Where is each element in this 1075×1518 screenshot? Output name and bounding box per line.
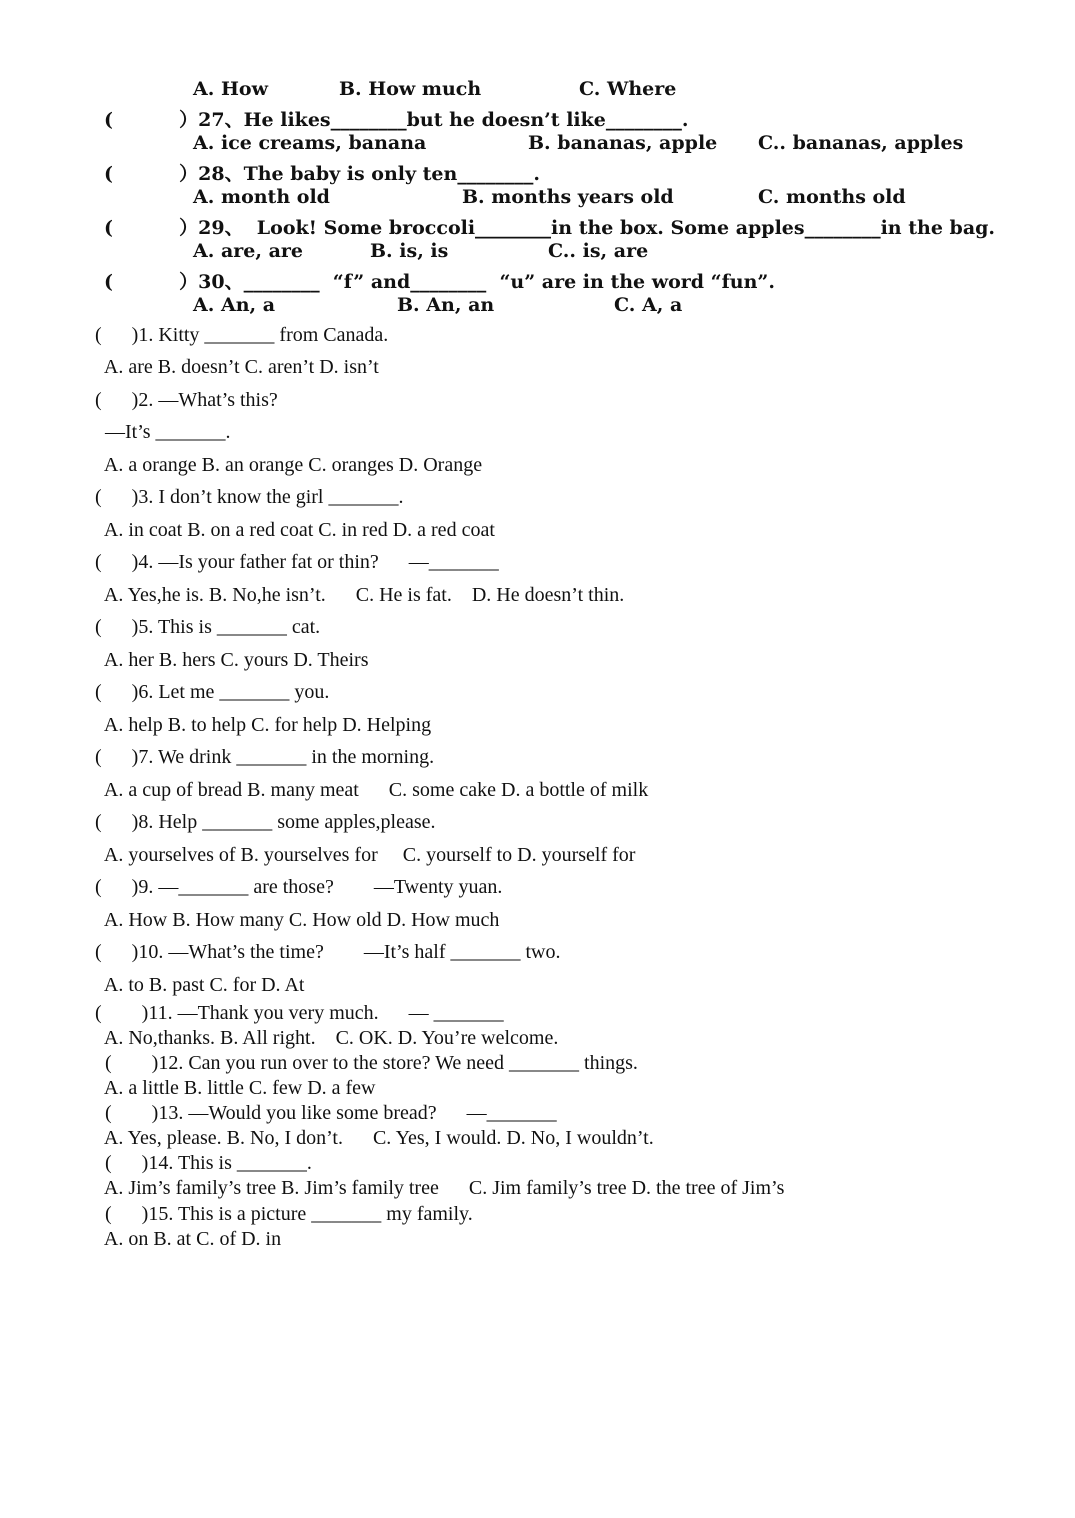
option-a: A. How xyxy=(193,78,268,100)
option-b: B. How much xyxy=(339,78,482,100)
question-3: ( )3. I don’t know the girl _______. xyxy=(95,486,404,508)
answer-options: A. No,thanks. B. All right. C. OK. D. You’re welcome. xyxy=(100,1027,559,1049)
question-7: ( )7. We drink _______ in the morning. xyxy=(95,746,435,768)
question-28: ( ）28、The baby is only ten________. xyxy=(104,163,540,185)
question-14: ( )14. This is _______. xyxy=(95,1152,312,1174)
question-6: ( )6. Let me _______ you. xyxy=(95,681,330,703)
answer-options: A. a cup of bread B. many meat C. some cake D. a bottle of milk xyxy=(100,779,649,801)
question-13: ( )13. —Would you like some bread? —_______ xyxy=(95,1102,557,1124)
option-a: A. month old xyxy=(193,186,330,208)
question-29: ( ）29、 Look! Some broccoli________in the box. Some apples________in the bag. xyxy=(104,217,996,239)
option-b: B. An, an xyxy=(397,294,495,316)
answer-options: A. yourselves of B. yourselves for C. yourself to D. yourself for xyxy=(100,844,636,866)
answer-options: A. in coat B. on a red coat C. in red D. a red coat xyxy=(100,519,495,541)
option-c: C. months old xyxy=(758,186,906,208)
answer-options: A. help B. to help C. for help D. Helping xyxy=(100,714,432,736)
option-c: C. A, a xyxy=(614,294,683,316)
question-5: ( )5. This is _______ cat. xyxy=(95,616,321,638)
option-b: B. months years old xyxy=(462,186,674,208)
answer-options: A. Yes,he is. B. No,he isn’t. C. He is fat. D. He doesn’t thin. xyxy=(100,584,625,606)
answer-options: A. on B. at C. of D. in xyxy=(100,1228,282,1250)
answer-options: A. a little B. little C. few D. a few xyxy=(100,1077,376,1099)
answer-options: A. Yes, please. B. No, I don’t. C. Yes, I would. D. No, I wouldn’t. xyxy=(100,1127,654,1149)
option-c: C.. is, are xyxy=(548,240,649,262)
option-b: B. is, is xyxy=(370,240,449,262)
question-11: ( )11. —Thank you very much. — _______ xyxy=(95,1002,504,1024)
answer-options: A. are B. doesn’t C. aren’t D. isn’t xyxy=(100,356,379,378)
question-12: ( )12. Can you run over to the store? We need _______ things. xyxy=(95,1052,638,1074)
answer-options: A. Jim’s family’s tree B. Jim’s family tree C. Jim family’s tree D. the tree of Jim’s xyxy=(100,1177,785,1199)
answer-options: A. her B. hers C. yours D. Theirs xyxy=(100,649,369,671)
option-c: C. Where xyxy=(579,78,677,100)
question-1: ( )1. Kitty _______ from Canada. xyxy=(95,324,389,346)
option-a: A. are, are xyxy=(193,240,304,262)
question-30: ( ）30、________ “f” and________ “u” are in the word “fun”. xyxy=(104,271,775,293)
option-a: A. An, a xyxy=(193,294,276,316)
option-b: B. bananas, apple xyxy=(528,132,718,154)
answer-options: A. a orange B. an orange C. oranges D. Orange xyxy=(100,454,483,476)
answer-options: A. to B. past C. for D. At xyxy=(100,974,305,996)
question-2: ( )2. —What’s this? xyxy=(95,389,278,411)
question-27: ( ）27、He likes________but he doesn’t like________. xyxy=(104,109,689,131)
answer-options: A. How B. How many C. How old D. How much xyxy=(100,909,500,931)
option-c: C.. bananas, apples xyxy=(758,132,964,154)
question-10: ( )10. —What’s the time? —It’s half _______ two. xyxy=(95,941,561,963)
question-15: ( )15. This is a picture _______ my family. xyxy=(95,1203,473,1225)
question-4: ( )4. —Is your father fat or thin? —_______ xyxy=(95,551,499,573)
question-8: ( )8. Help _______ some apples,please. xyxy=(95,811,436,833)
question-line: —It’s _______. xyxy=(100,421,231,443)
option-a: A. ice creams, banana xyxy=(193,132,427,154)
question-9: ( )9. —_______ are those? —Twenty yuan. xyxy=(95,876,503,898)
